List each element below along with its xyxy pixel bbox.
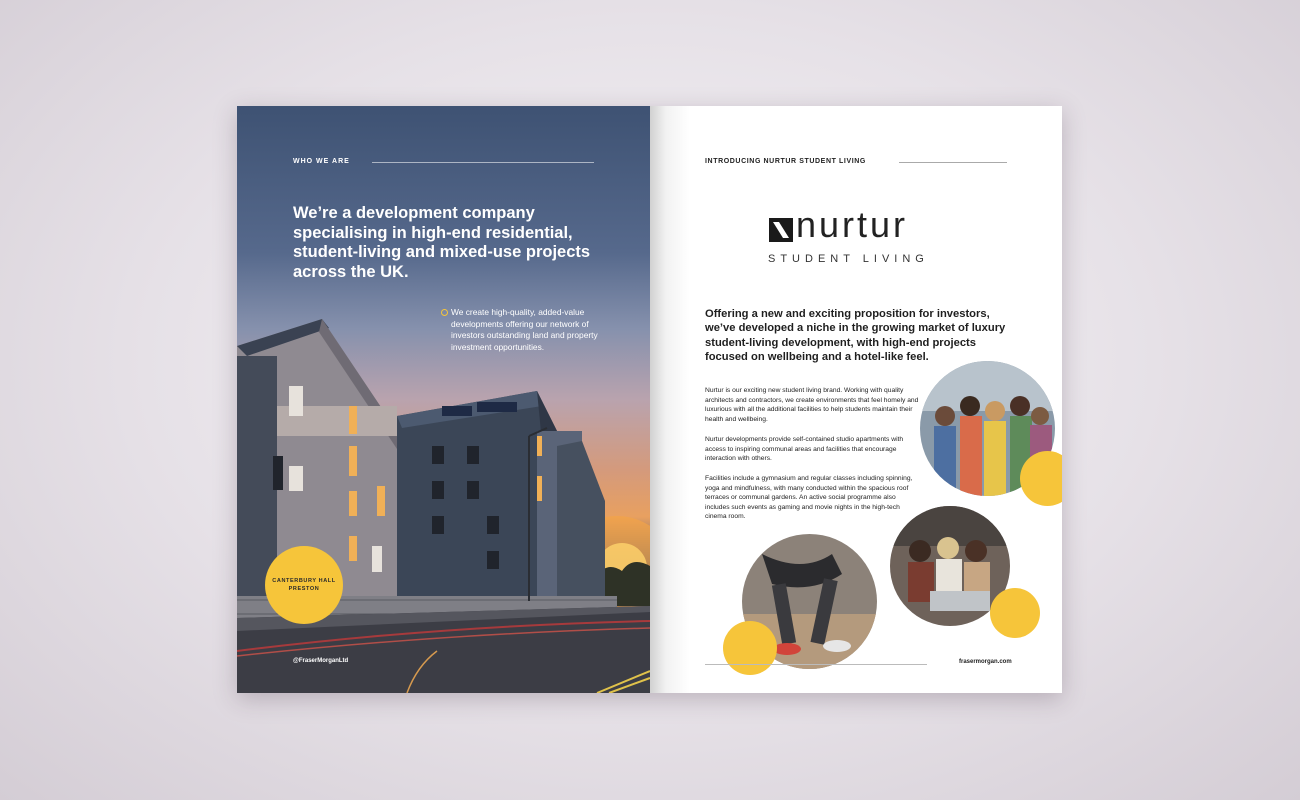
bullet-icon bbox=[441, 309, 448, 316]
nurtur-logo-icon bbox=[769, 218, 793, 242]
body-paragraph-1: Nurtur is our exciting new student living brand. Working with quality architects and contractors, we create environments that feel homely and luxurious with all the additional facilities to help students maintain their health and wellbeing. bbox=[705, 387, 919, 423]
footer-rule bbox=[705, 664, 927, 665]
headline: We’re a development company specialising in high-end residential, student-living and mixed-use projects across the UK. bbox=[293, 204, 591, 281]
badge-line-2: PRESTON bbox=[288, 586, 320, 592]
logo-wordmark: nurtur bbox=[796, 204, 909, 245]
brochure-spread bbox=[237, 106, 1062, 693]
website-link[interactable]: frasermorgan.com bbox=[959, 659, 1012, 665]
accent-disc bbox=[723, 621, 777, 675]
subtext: We create high-quality, added-value developments offering our network of investors outstanding land and property investment opportunities. bbox=[451, 307, 598, 352]
logo-tagline: STUDENT LIVING bbox=[768, 253, 929, 265]
section-label: INTRODUCING NURTUR STUDENT LIVING bbox=[705, 158, 866, 165]
badge-line-1: CANTERBURY HALL bbox=[272, 578, 336, 584]
body-paragraph-2: Nurtur developments provide self-contained studio apartments with access to inspiring communal areas and facilities that encourage interaction with others. bbox=[705, 436, 904, 463]
intro-text: Offering a new and exciting proposition for investors, we’ve developed a niche in the growing market of luxury student-living development, with high-end projects focused on wellbeing and a hotel-like feel. bbox=[705, 308, 1006, 364]
body-paragraph-3: Facilities include a gymnasium and regular classes including spinning, yoga and mindfulness, with many conducted within the spacious roof terraces or communal gardens. An active social programme also includes such events as gaming and movie nights in the high-tech cinema room. bbox=[705, 475, 913, 521]
left-page bbox=[237, 106, 650, 693]
location-badge bbox=[265, 546, 343, 624]
section-rule bbox=[372, 162, 594, 163]
social-handle: @FraserMorganLtd bbox=[293, 658, 349, 664]
right-page bbox=[650, 106, 1062, 693]
accent-disc bbox=[1020, 451, 1062, 506]
section-rule bbox=[899, 162, 1007, 163]
section-label: WHO WE ARE bbox=[293, 158, 350, 165]
accent-disc bbox=[990, 588, 1040, 638]
page-gutter bbox=[650, 106, 690, 693]
